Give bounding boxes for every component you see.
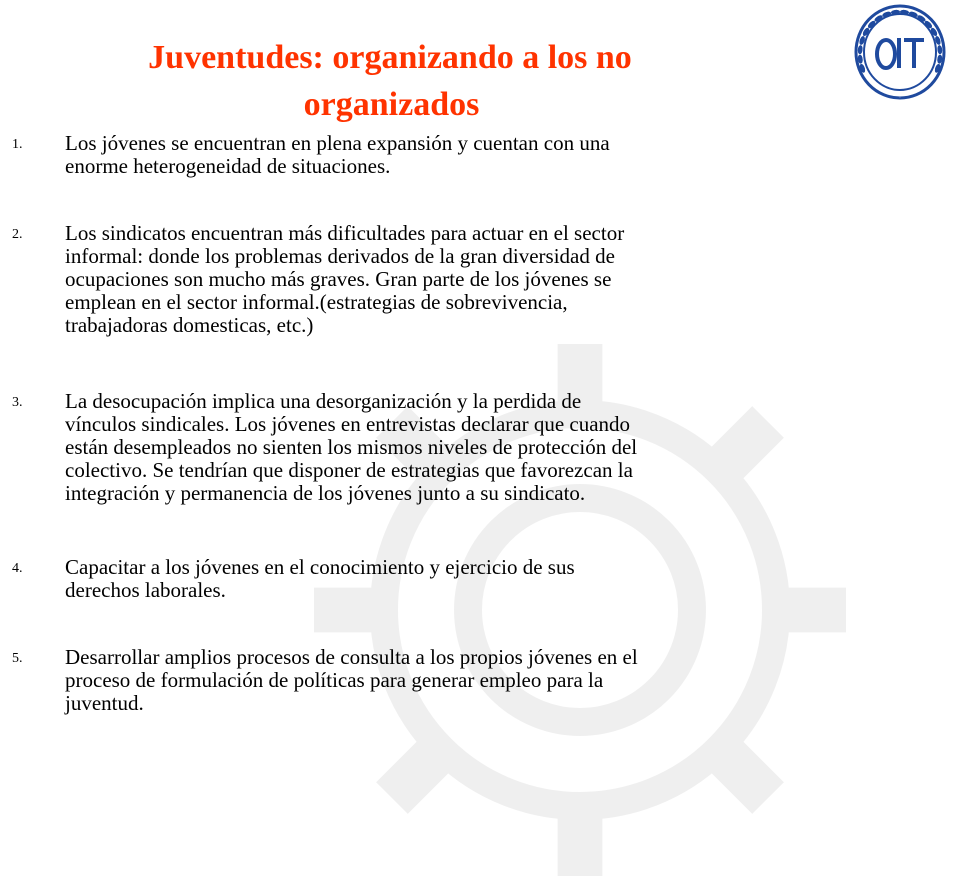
list-item-line: Capacitar a los jóvenes en el conocimiento y ejercicio de sus — [65, 555, 575, 579]
list-item-text — [65, 556, 795, 602]
list-item-line: vínculos sindicales. Los jóvenes en entrevistas declarar que cuando — [65, 412, 631, 436]
list-item-line: Los jóvenes se encuentran en plena expansión y cuentan con una — [65, 131, 610, 155]
slide-title — [0, 34, 780, 128]
list-item-line: trabajadoras domesticas, etc.) — [65, 313, 314, 337]
list-item-number: 1. — [12, 137, 23, 152]
list-item-line: La desocupación implica una desorganización y la perdida de — [65, 389, 582, 413]
logo-leaf — [858, 55, 863, 63]
logo-text: OIT — [899, 98, 901, 99]
list-item-text — [65, 390, 795, 505]
list-item-text — [65, 646, 795, 715]
list-item-number: 5. — [12, 651, 23, 666]
list-item-line: están desempleados no sienten los mismos niveles de protección del — [65, 435, 638, 459]
list-item-text — [65, 222, 795, 337]
list-item-number: 4. — [12, 561, 23, 576]
list-item-number: 3. — [12, 395, 23, 410]
oit-logo-icon — [850, 2, 950, 102]
list-item-number: 2. — [12, 227, 23, 242]
list-item-line: derechos laborales. — [65, 578, 226, 602]
list-item-text — [65, 132, 795, 178]
list-item-line: proceso de formulación de políticas para generar empleo para la — [65, 668, 604, 692]
list-item-line: emplean en el sector informal.(estrategias de sobrevivencia, — [65, 290, 568, 314]
logo-leaf — [938, 46, 942, 54]
logo-leaf — [900, 10, 908, 14]
logo-leaf — [937, 55, 942, 63]
logo-leaf — [891, 10, 899, 14]
list-item-line: colectivo. Se tendrían que disponer de estrategias que favorezcan la — [65, 458, 633, 482]
list-item-line: Desarrollar amplios procesos de consulta a los propios jóvenes en el — [65, 645, 638, 669]
slide-title-line-1: Juventudes: organizando a los no — [148, 39, 632, 76]
list-item-line: Los sindicatos encuentran más dificultades para actuar en el sector — [65, 221, 625, 245]
logo-leaf — [858, 46, 862, 54]
list-item-line: integración y permanencia de los jóvenes junto a su sindicato. — [65, 481, 586, 505]
list-item-line: informal: donde los problemas derivados de la gran diversidad de — [65, 244, 615, 268]
slide-title-line-2: organizados — [303, 86, 480, 123]
list-item-line: ocupaciones son mucho más graves. Gran parte de los jóvenes se — [65, 267, 612, 291]
list-item-line: juventud. — [65, 691, 144, 715]
list-item-line: enorme heterogeneidad de situaciones. — [65, 154, 391, 178]
